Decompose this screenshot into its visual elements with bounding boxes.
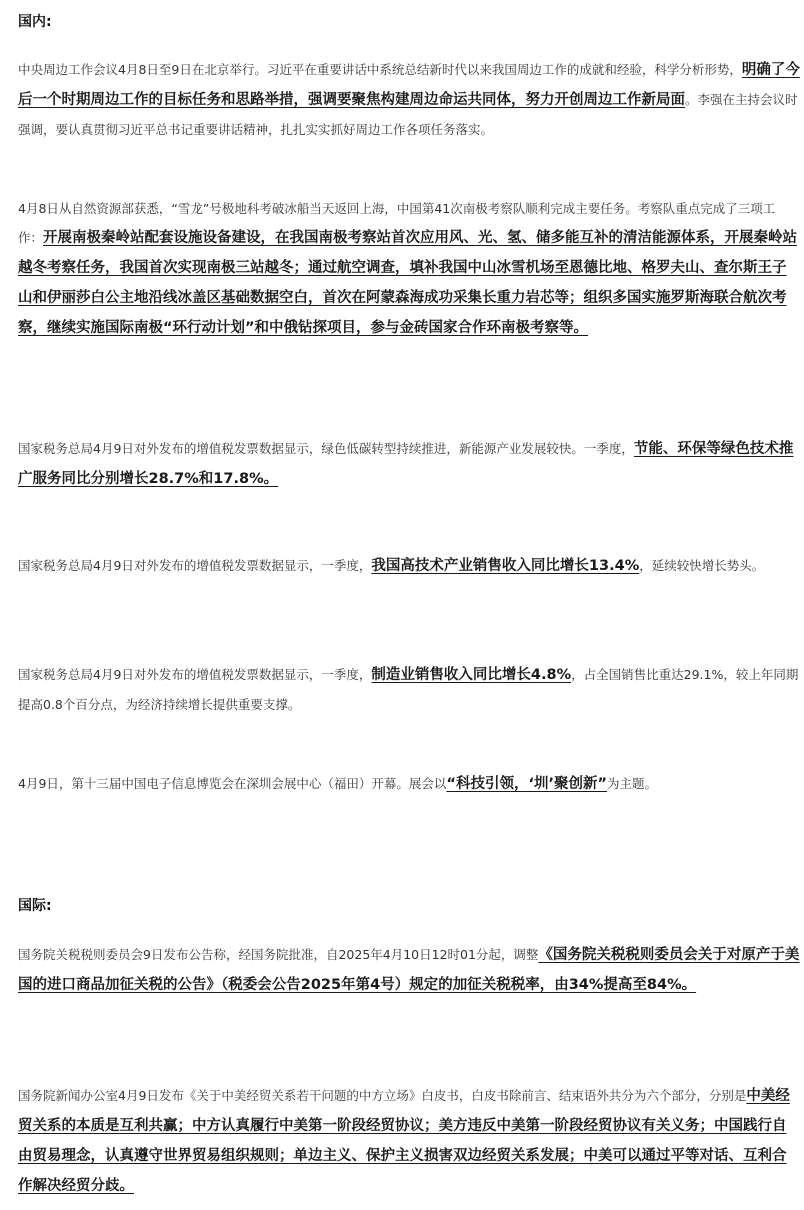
section-title-international: 国际: (18, 898, 52, 914)
news-item: 国家税务总局4月9日对外发布的增值税发票数据显示，绿色低碳转型持续推进，新能源产业发展较快。一季度，节能、环保等绿色技术推广服务同比分别增长28.7%和17.8%。 (18, 441, 794, 487)
section-title-domestic: 国内: (18, 14, 52, 30)
news-item: 国务院新闻办公室4月9日发布《关于中美经贸关系若干问题的中方立场》白皮书，白皮书除前言、结束语外共分为六个部分，分别是中美经贸关系的本质是互利共赢；中方认真履行中美第一阶段经贸协议；美方违反中美第一阶段经贸协议有关义务；中国践行自由贸易理念，认真遵守世界贸易组织规则；单边主义、保护主义损害双边经贸关系发展；中美可以通过平等对话、互利合作解决经贸分歧。 (18, 1088, 790, 1194)
news-item: 4月9日，第十三届中国电子信息博览会在深圳会展中心（福田）开幕。展会以“科技引领，‘圳’聚创新”为主题。 (18, 776, 658, 792)
news-item: 国家税务总局4月9日对外发布的增值税发票数据显示，一季度，制造业销售收入同比增长4.8%，占全国销售比重达29.1%，较上年同期提高0.8个百分点，为经济持续增长提供重要支撑。 (18, 667, 799, 712)
news-item: 国家税务总局4月9日对外发布的增值税发票数据显示，一季度，我国高技术产业销售收入同比增长13.4%，延续较快增长势头。 (18, 558, 765, 574)
news-item: 中央周边工作会议4月8日至9日在北京举行。习近平在重要讲话中系统总结新时代以来我国周边工作的成就和经验，科学分析形势，明确了今后一个时期周边工作的目标任务和思路举措，强调要聚焦构建周边命运共同体，努力开创周边工作新局面。李强在主持会议时强调，要认真贯彻习近平总书记重要讲话精神，扎扎实实抓好周边工作各项任务落实。 (18, 62, 800, 137)
news-item: 4月8日从自然资源部获悉，“雪龙”号极地科考破冰船当天返回上海，中国第41次南极考察队顺利完成主要任务。考察队重点完成了三项工作：开展南极秦岭站配套设施设备建设，在我国南极考察站首次应用风、光、氢、储多能互补的清洁能源体系，开展秦岭站越冬考察任务，我国首次实现南极三站越冬；通过航空调查，填补我国中山冰雪机场至恩德比地、格罗夫山、查尔斯王子山和伊丽莎白公主地沿线冰盖区基础数据空白，首次在阿蒙森海成功采集长重力岩芯等；组织多国实施罗斯海联合航次考察，继续实施国际南极“环行动计划”和中俄钻探项目，参与金砖国家合作环南极考察等。 (18, 201, 798, 336)
news-item: 国务院关税税则委员会9日发布公告称，经国务院批准，自2025年4月10日12时01分起，调整《国务院关税税则委员会关于对原产于美国的进口商品加征关税的公告》（税委会公告2025年第4号）规定的加征关税税率，由34%提高至84%。 (18, 947, 800, 993)
